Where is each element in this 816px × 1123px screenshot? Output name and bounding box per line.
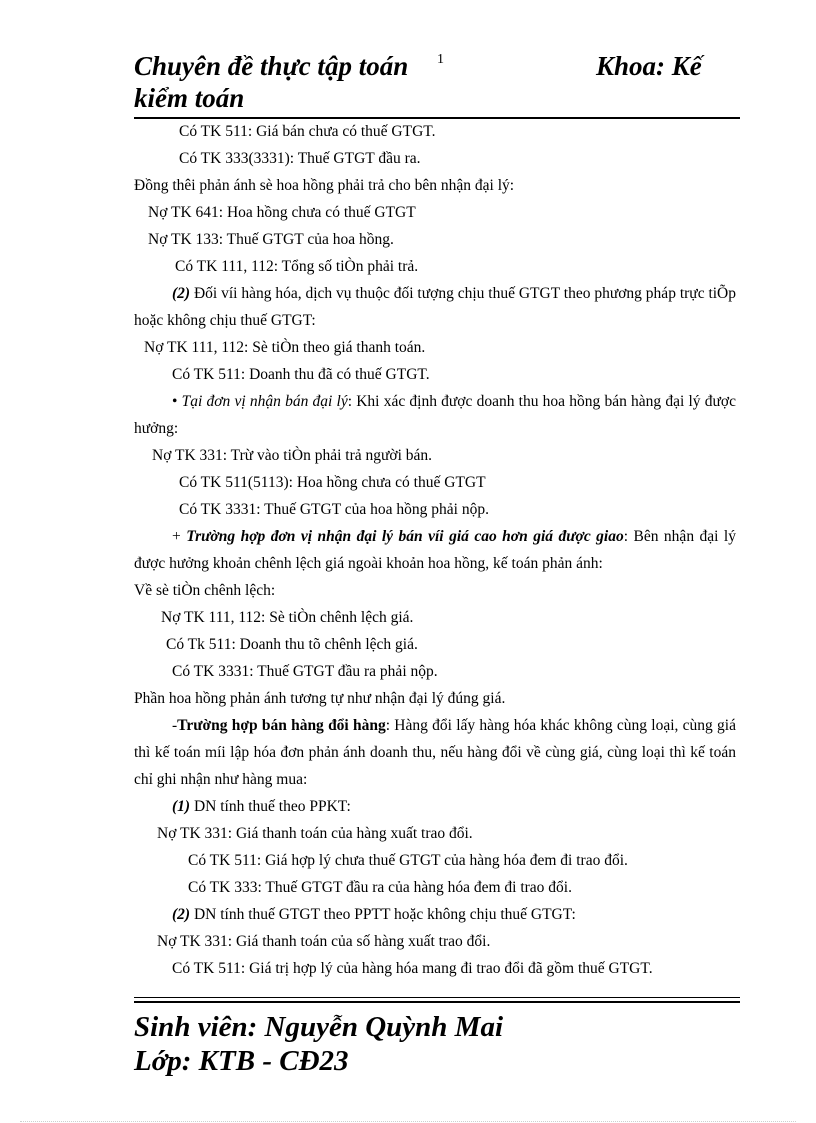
paragraph-prefix: - (172, 717, 178, 734)
paragraph-prefix: + (172, 528, 187, 545)
paragraph-label: (2) (172, 285, 191, 302)
body-line: Nợ TK 111, 112: Sè tiÒn theo giá thanh toán. (144, 339, 426, 356)
body-line: Phần hoa hồng phản ánh tương tự như nhận đại lý đúng giá. (134, 690, 506, 707)
body-paragraph (134, 712, 736, 793)
body-line: Đồng thêi phản ánh sè hoa hồng phải trả cho bên nhận đại lý: (134, 177, 515, 194)
body-line: Có TK 333: Thuế GTGT đầu ra của hàng hóa đem đi trao đổi. (188, 879, 572, 896)
paragraph-text: Đối víi hàng hóa, dịch vụ thuộc đối tượng chịu thuế GTGT theo phương pháp trực tiÕp hoặc không chịu thuế GTGT: (134, 285, 737, 329)
body-line: Có Tk 511: Doanh thu tõ chênh lệch giá. (166, 636, 418, 653)
header-right-title: Khoa: Kế (596, 51, 702, 81)
body-line (134, 793, 736, 820)
body-line: Có TK 511: Doanh thu đã có thuế GTGT. (172, 366, 430, 383)
header-left-title: Chuyên đề thực tập toán kiểm toán (134, 51, 409, 113)
body-line: Nợ TK 641: Hoa hồng chưa có thuế GTGT (148, 204, 416, 221)
body-line: Có TK 511: Giá hợp lý chưa thuế GTGT của hàng hóa đem đi trao đổi. (188, 852, 628, 869)
paragraph-label: (2) (172, 906, 191, 923)
paragraph-text: DN tính thuế GTGT theo PPTT hoặc không chịu thuế GTGT: (190, 906, 576, 923)
body-line: Có TK 511: Giá bán chưa có thuế GTGT. (179, 123, 436, 140)
body-line: Về sè tiÒn chênh lệch: (134, 582, 276, 599)
footer-rule-thick (134, 1001, 740, 1003)
body-line: Nợ TK 133: Thuế GTGT của hoa hồng. (148, 231, 394, 248)
body-line: Nợ TK 331: Trừ vào tiÒn phải trả người bán. (152, 447, 433, 464)
paragraph-label: Tại đơn vị nhận bán đại lý (181, 393, 348, 410)
body-line: Có TK 3331: Thuế GTGT đầu ra phải nộp. (172, 663, 438, 680)
footer-rule-thin (134, 997, 740, 998)
paragraph-label: (1) (172, 798, 191, 815)
class-name: Lớp: KTB - CĐ23 (134, 1045, 349, 1077)
body-paragraph (134, 388, 736, 442)
body-line: Nợ TK 111, 112: Sè tiÒn chênh lệch giá. (161, 609, 414, 626)
body-line: Có TK 333(3331): Thuế GTGT đầu ra. (179, 150, 421, 167)
body-line: Nợ TK 331: Giá thanh toán của số hàng xuất trao đổi. (157, 933, 491, 950)
paragraph-text: : Khi xác định được doanh thu hoa hồng bán hàng đại lý được hưởng: (134, 393, 736, 437)
student-name: Sinh viên: Nguyễn Quỳnh Mai (134, 1011, 504, 1043)
body-line: Có TK 3331: Thuế GTGT của hoa hồng phải nộp. (179, 501, 489, 518)
paragraph-text: : Bên nhận đại lý được hưởng khoản chênh lệch giá ngoài khoản hoa hồng, kế toán phản ánh: (134, 528, 736, 572)
paragraph-text: : Hàng đổi lấy hàng hóa khác không cùng loại, cùng giá thì kế toán míi lập hóa đơn phản ánh doanh thu, nếu hàng đổi về cùng giá, cùng loại thì kế toán chỉ ghi nhận như hàng mua: (134, 717, 736, 788)
page-edge-divider (20, 1121, 796, 1122)
paragraph-label: Trường hợp bán hàng đổi hàng (177, 717, 386, 734)
body-line: Có TK 111, 112: Tổng số tiÒn phải trả. (175, 258, 419, 275)
paragraph-text: DN tính thuế theo PPKT: (190, 798, 351, 815)
body-line: Có TK 511(5113): Hoa hồng chưa có thuế GTGT (179, 474, 486, 491)
footer (134, 1010, 503, 1078)
body-line (134, 901, 736, 928)
body-paragraph (134, 523, 736, 577)
body-line: Có TK 511: Giá trị hợp lý của hàng hóa mang đi trao đổi đã gồm thuế GTGT. (172, 960, 653, 977)
document-body (134, 118, 736, 982)
body-line: Nợ TK 331: Giá thanh toán của hàng xuất trao đổi. (157, 825, 473, 842)
body-paragraph (134, 280, 736, 334)
bullet: • (172, 393, 178, 410)
page-number: 1 (437, 52, 444, 67)
paragraph-label: Trường hợp đơn vị nhận đại lý bán víi giá cao hơn giá được giao (186, 528, 624, 545)
